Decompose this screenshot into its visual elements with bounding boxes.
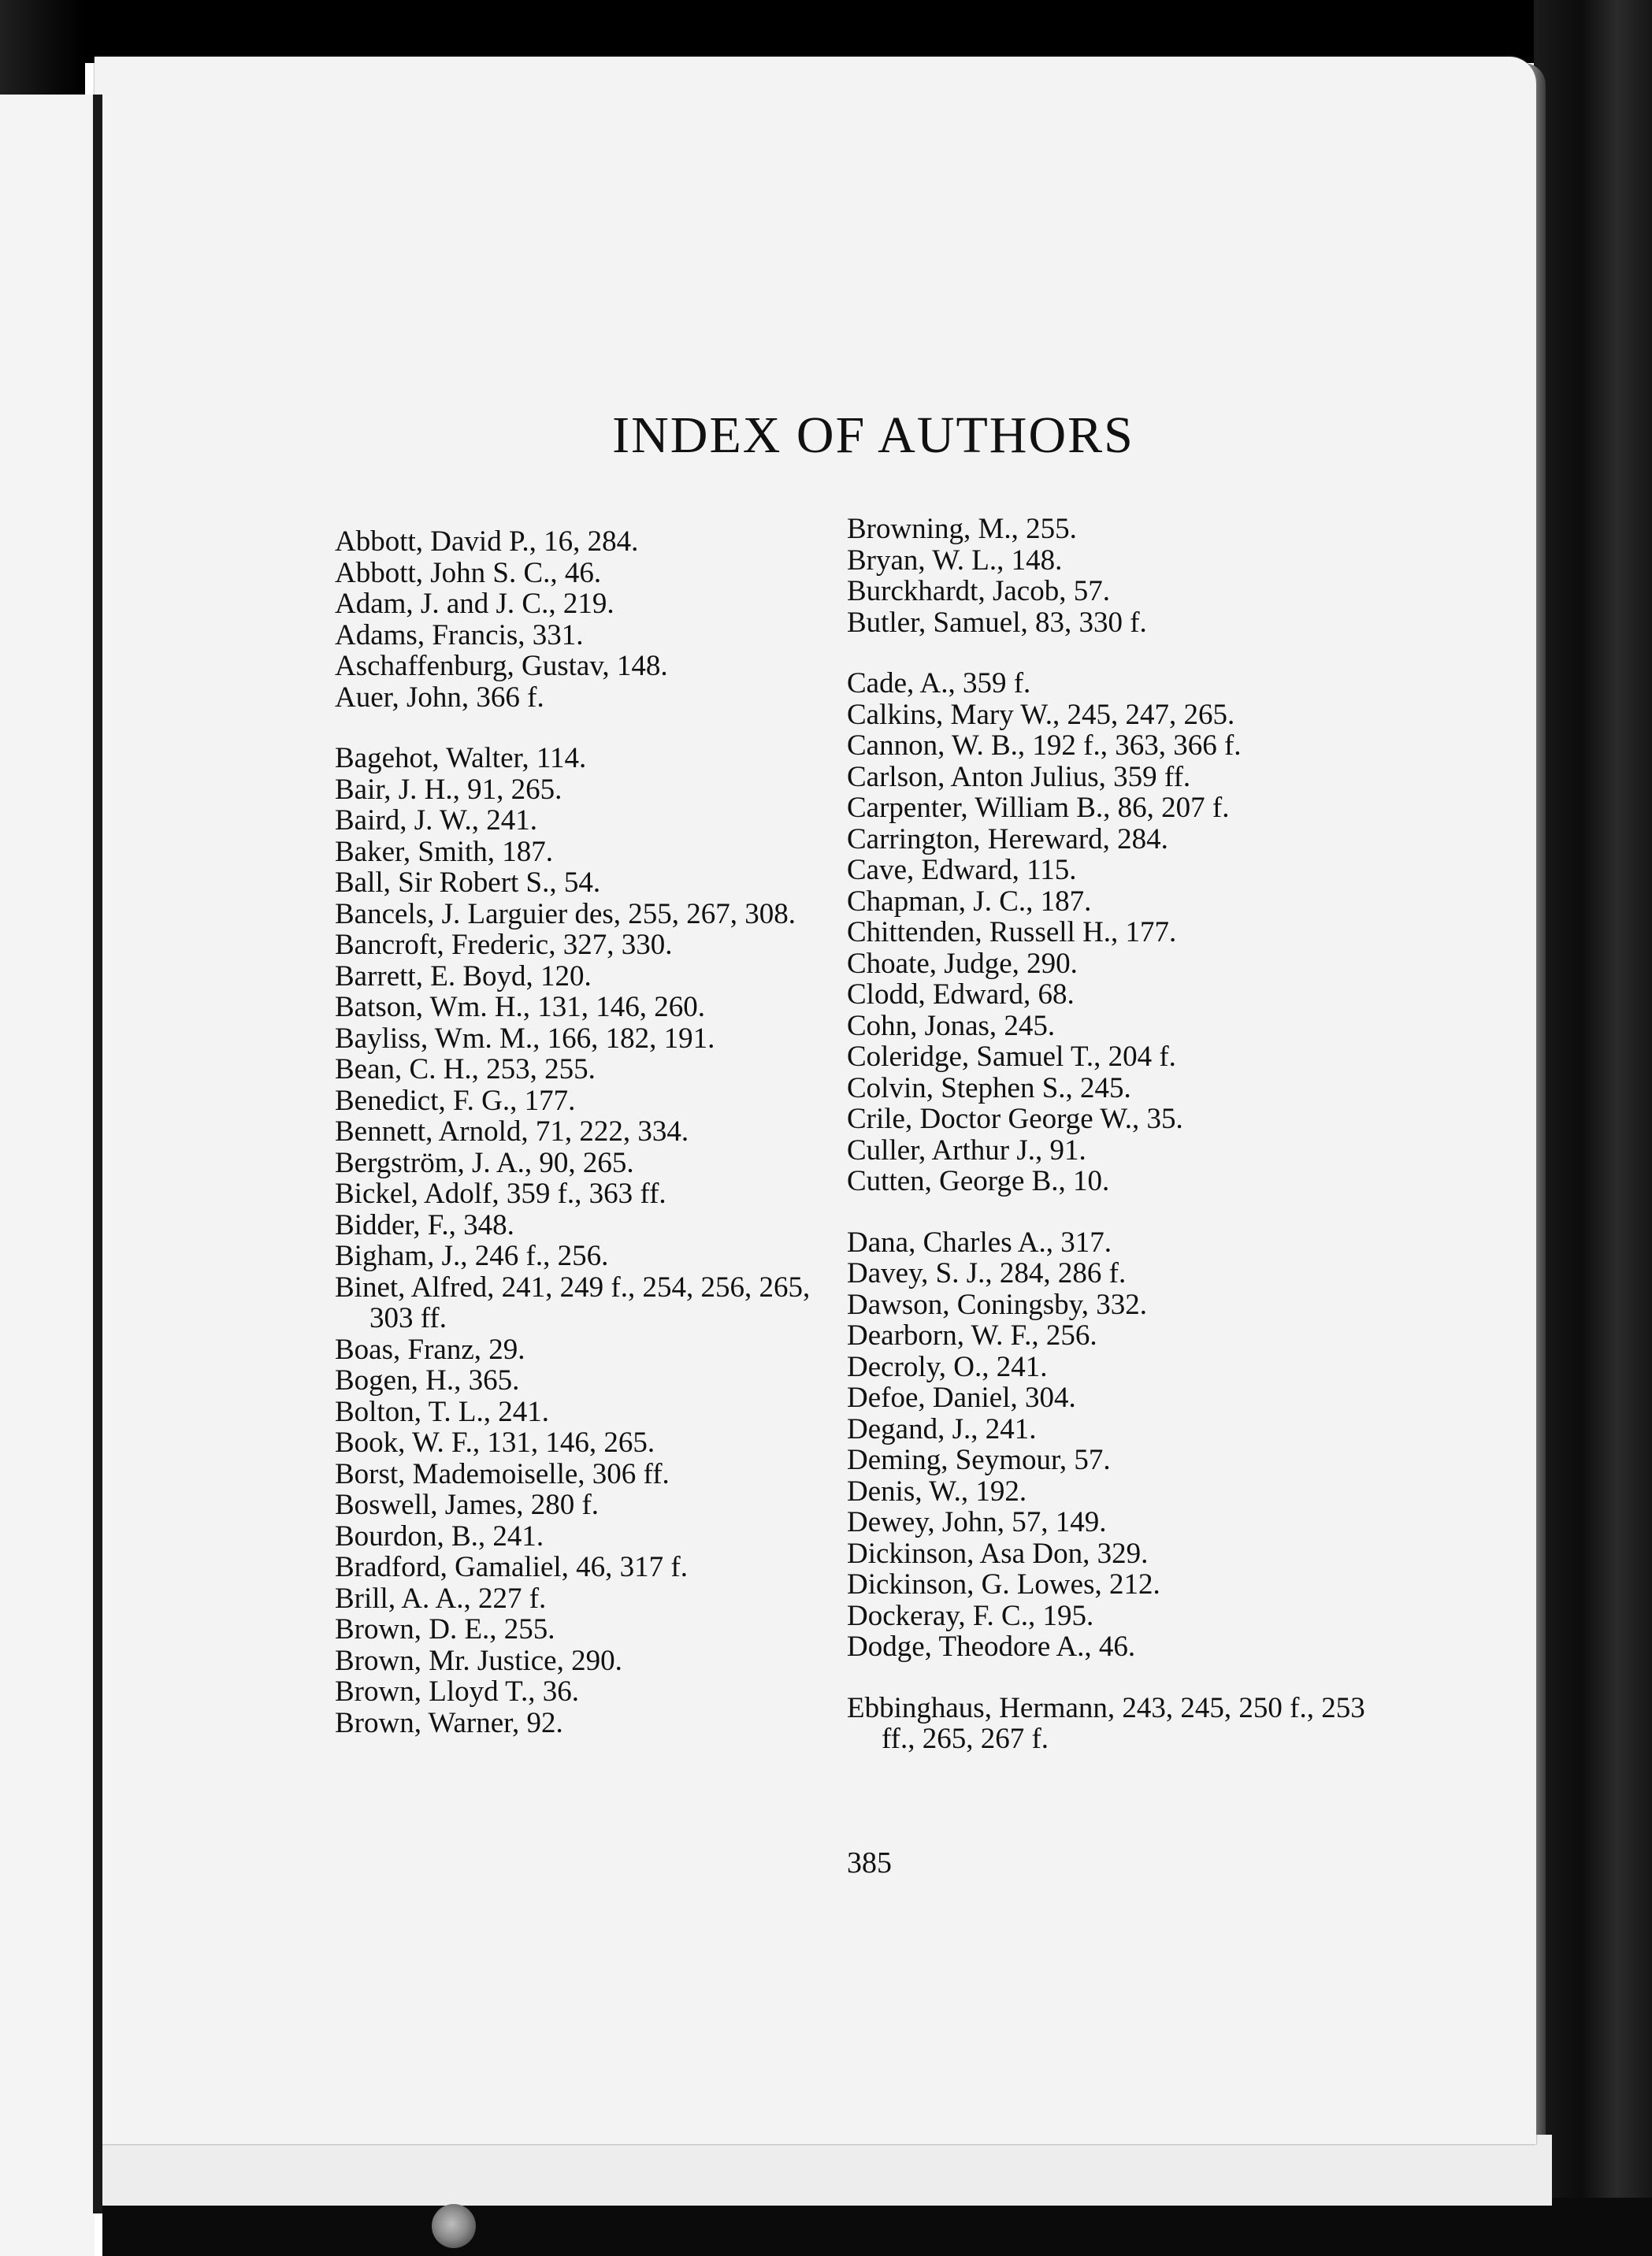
index-entry: Bolton, T. L., 241. [335,1395,550,1428]
scanner-mark-icon [432,2204,476,2248]
index-entry: Bryan, W. L., 148. [847,544,1063,577]
scan-top-border [0,0,1652,63]
index-entry: Bagehot, Walter, 114. [335,742,587,774]
index-entry: Dewey, John, 57, 149. [847,1506,1107,1538]
index-entry: Dockeray, F. C., 195. [847,1599,1094,1632]
index-entry: Bean, C. H., 253, 255. [335,1053,596,1085]
index-entry: Defoe, Daniel, 304. [847,1382,1076,1414]
index-entry: Abbott, John S. C., 46. [335,556,602,589]
index-entry: Cave, Edward, 115. [847,854,1077,886]
index-entry: Barrett, E. Boyd, 120. [335,959,592,993]
index-entry: Brown, Lloyd T., 36. [335,1675,580,1708]
index-entry: Carlson, Anton Julius, 359 ff. [847,760,1191,793]
index-entry: Bidder, F., 348. [335,1208,514,1241]
index-entry: Brown, Mr. Justice, 290. [335,1644,622,1677]
index-entry: Borst, Mademoiselle, 306 ff. [335,1457,670,1490]
index-entry: Bickel, Adolf, 359 f., 363 ff. [335,1178,666,1210]
index-entry: Clodd, Edward, 68. [847,978,1075,1011]
index-entry: Cutten, George B., 10. [847,1165,1110,1197]
index-entry: Denis, W., 192. [847,1475,1027,1508]
index-entry: Bennett, Arnold, 71, 222, 334. [335,1115,689,1148]
index-entry: Dana, Charles A., 317. [847,1226,1112,1259]
index-entry: Bayliss, Wm. M., 166, 182, 191. [335,1022,715,1055]
index-entry: Aschaffenburg, Gustav, 148. [335,650,668,682]
page-number: 385 [847,1846,892,1879]
index-entry: Dickinson, G. Lowes, 212. [847,1568,1160,1601]
index-column-left [335,526,839,1738]
index-entry: Bair, J. H., 91, 265. [335,773,562,806]
index-entry: Colvin, Stephen S., 245. [847,1071,1131,1104]
index-entry: Burckhardt, Jacob, 57. [847,575,1110,607]
index-entry: Bradford, Gamaliel, 46, 317 f. [335,1551,688,1583]
index-entry: Abbott, David P., 16, 284. [335,525,639,558]
index-entry: Chapman, J. C., 187. [847,885,1092,918]
index-entry: Chittenden, Russell H., 177. [847,916,1177,948]
index-entry: Calkins, Mary W., 245, 247, 265. [847,698,1235,731]
index-entry: Baird, J. W., 241. [335,804,537,837]
index-entry: Cohn, Jonas, 245. [847,1009,1056,1042]
index-entry: Baker, Smith, 187. [335,835,554,868]
index-entry: Decroly, O., 241. [847,1350,1048,1383]
index-entry: Coleridge, Samuel T., 204 f. [847,1041,1176,1073]
index-entry: Dodge, Theodore A., 46. [847,1631,1136,1663]
index-entry: Crile, Doctor George W., 35. [847,1103,1183,1135]
index-entry: Dawson, Coningsby, 332. [847,1288,1147,1321]
section-gap [847,638,1383,668]
index-entry: Boswell, James, 280 f. [335,1489,600,1521]
index-entry: Cade, A., 359 f. [847,667,1031,699]
index-entry: Adams, Francis, 331. [335,618,584,651]
index-entry: Bigham, J., 246 f., 256. [335,1240,609,1272]
index-entry: Ball, Sir Robert S., 54. [335,866,601,899]
section-gap [335,713,839,743]
index-entry: Bancels, J. Larguier des, 255, 267, 308. [335,897,796,930]
index-entry: Dickinson, Asa Don, 329. [847,1537,1149,1570]
index-entry: Brill, A. A., 227 f. [335,1582,547,1615]
index-entry: Degand, J., 241. [847,1412,1037,1445]
index-entry: Butler, Samuel, 83, 330 f. [847,606,1147,639]
index-entry: Carrington, Hereward, 284. [847,822,1168,855]
index-entry: Adam, J. and J. C., 219. [335,588,614,620]
section-gap [847,1197,1383,1227]
section-gap [847,1663,1383,1693]
index-entry: Bogen, H., 365. [335,1364,520,1397]
scan-right-border [1534,0,1652,2256]
index-entry: Auer, John, 366 f. [335,681,544,714]
index-entry: Culler, Arthur J., 91. [847,1134,1086,1167]
index-entry: Carpenter, William B., 86, 207 f. [847,792,1230,824]
index-entry: Deming, Seymour, 57. [847,1444,1111,1476]
index-entry: Book, W. F., 131, 146, 265. [335,1427,655,1459]
index-entry: Davey, S. J., 284, 286 f. [847,1257,1127,1289]
index-entry: Dearborn, W. F., 256. [847,1319,1097,1352]
index-entry: Bourdon, B., 241. [335,1519,544,1553]
index-entry: Boas, Franz, 29. [335,1333,525,1366]
index-entry: Browning, M., 255. [847,513,1077,545]
index-entry: Choate, Judge, 290. [847,947,1078,980]
index-entry: Binet, Alfred, 241, 249 f., 254, 256, 265, 303 ff. [335,1271,811,1334]
page-title: INDEX OF AUTHORS [612,406,1134,464]
page-bottom-strip [95,2135,1552,2206]
scan-bottom-border [102,2198,1652,2256]
index-entry: Cannon, W. B., 192 f., 363, 366 f. [847,729,1242,762]
index-entry: Bancroft, Frederic, 327, 330. [335,929,673,961]
index-column-right [847,514,1383,1755]
index-entry: Brown, D. E., 255. [335,1613,555,1646]
index-entry: Ebbinghaus, Hermann, 243, 245, 250 f., 253 ff., 265, 267 f. [847,1691,1365,1755]
index-entry: Benedict, F. G., 177. [335,1084,576,1117]
index-entry: Bergström, J. A., 90, 265. [335,1146,634,1179]
index-entry: Brown, Warner, 92. [335,1706,563,1739]
index-entry: Batson, Wm. H., 131, 146, 260. [335,991,706,1023]
